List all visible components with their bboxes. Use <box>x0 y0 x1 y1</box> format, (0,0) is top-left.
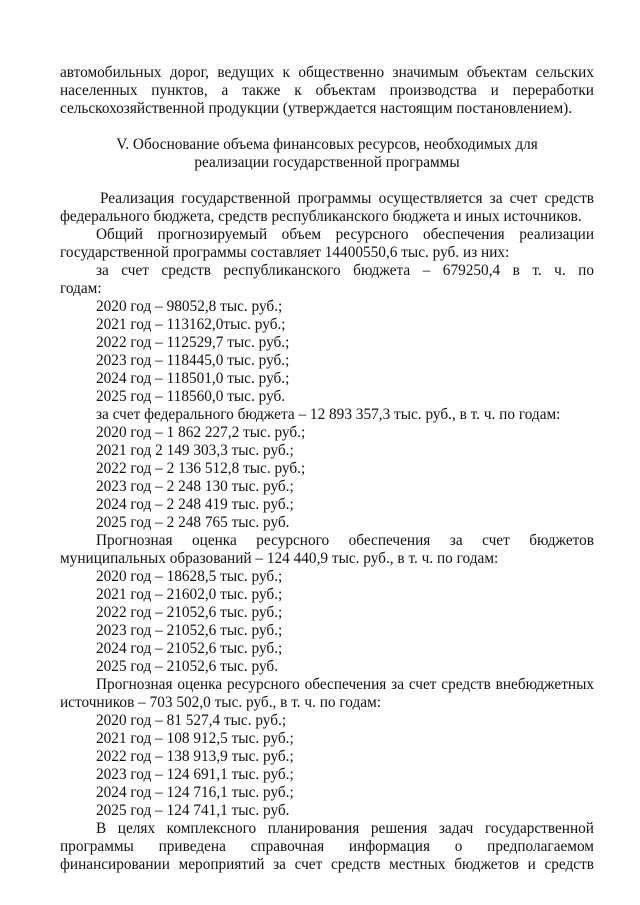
republic-year-2023: 2023 год – 118445,0 тыс. руб.; <box>96 352 290 369</box>
federal-year-2024: 2024 год – 2 248 419 тыс. руб.; <box>96 496 294 513</box>
republic-lead-cont: годам: <box>60 280 102 297</box>
offbudget-year-2025: 2025 год – 124 741,1 тыс. руб. <box>96 802 290 819</box>
federal-year-2023: 2023 год – 2 248 130 тыс. руб.; <box>96 478 294 495</box>
final-line-3: финансировании мероприятий за счет средств местных бюджетов и средств <box>60 856 594 873</box>
federal-year-2022: 2022 год – 2 136 512,8 тыс. руб.; <box>96 460 306 477</box>
offbudget-year-2023: 2023 год – 124 691,1 тыс. руб.; <box>96 766 294 783</box>
municipal-year-2023: 2023 год – 21052,6 тыс. руб.; <box>96 622 283 639</box>
p1-line-2: федерального бюджета, средств республиканского бюджета и иных источников. <box>60 208 582 225</box>
republic-year-2020: 2020 год – 98052,8 тыс. руб.; <box>96 298 283 315</box>
republic-lead: за счет средств республиканского бюджета – 679250,4 в т. ч. по <box>96 262 594 279</box>
republic-year-2025: 2025 год – 118560,0 тыс. руб. <box>96 388 286 405</box>
federal-year-2021: 2021 год 2 149 303,3 тыс. руб.; <box>96 442 294 459</box>
federal-year-2020: 2020 год – 1 862 227,2 тыс. руб.; <box>96 424 306 441</box>
republic-year-2022: 2022 год – 112529,7 тыс. руб.; <box>96 334 290 351</box>
municipal-year-2022: 2022 год – 21052,6 тыс. руб.; <box>96 604 283 621</box>
republic-year-2021: 2021 год – 113162,0тыс. руб.; <box>96 316 286 333</box>
p2-line-2: государственной программы составляет 14400550,6 тыс. руб. из них: <box>60 244 510 261</box>
intro-line-1: автомобильных дорог, ведущих к общественно значимым объектам сельских <box>60 64 594 81</box>
offbudget-year-2024: 2024 год – 124 716,1 тыс. руб.; <box>96 784 294 801</box>
municipal-lead: Прогнозная оценка ресурсного обеспечения за счет бюджетов <box>96 532 594 549</box>
offbudget-year-2022: 2022 год – 138 913,9 тыс. руб.; <box>96 748 294 765</box>
republic-year-2024: 2024 год – 118501,0 тыс. руб.; <box>96 370 290 387</box>
offbudget-year-2021: 2021 год – 108 912,5 тыс. руб.; <box>96 730 294 747</box>
municipal-year-2020: 2020 год – 18628,5 тыс. руб.; <box>96 568 283 585</box>
intro-line-2: населенных пунктов, а также к объектам производства и переработки <box>60 82 594 99</box>
p1-line-1: Реализация государственной программы осуществляется за счет средств <box>100 190 594 207</box>
federal-year-2025: 2025 год – 2 248 765 тыс. руб. <box>96 514 290 531</box>
intro-line-3: сельскохозяйственной продукции (утверждается настоящим постановлением). <box>60 100 573 117</box>
municipal-year-2025: 2025 год – 21052,6 тыс. руб. <box>96 658 279 675</box>
final-line-1: В целях комплексного планирования решения задач государственной <box>96 820 594 837</box>
section-title-line-2: реализации государственной программы <box>194 154 460 171</box>
municipal-year-2021: 2021 год – 21602,0 тыс. руб.; <box>96 586 283 603</box>
offbudget-lead: Прогнозная оценка ресурсного обеспечения за счет средств внебюджетных <box>96 676 594 693</box>
offbudget-lead-cont: источников – 703 502,0 тыс. руб., в т. ч. по годам: <box>60 694 381 711</box>
municipal-lead-cont: муниципальных образований – 124 440,9 тыс. руб., в т. ч. по годам: <box>60 550 499 567</box>
offbudget-year-2020: 2020 год – 81 527,4 тыс. руб.; <box>96 712 287 729</box>
final-line-2: программы приведена справочная информация о предполагаемом <box>60 838 594 855</box>
p2-line-1: Общий прогнозируемый объем ресурсного обеспечения реализации <box>96 226 594 243</box>
section-title-line-1: V. Обоснование объема финансовых ресурсов, необходимых для <box>116 136 538 153</box>
municipal-year-2024: 2024 год – 21052,6 тыс. руб.; <box>96 640 283 657</box>
federal-lead: за счет федерального бюджета – 12 893 357,3 тыс. руб., в т. ч. по годам: <box>96 406 561 423</box>
